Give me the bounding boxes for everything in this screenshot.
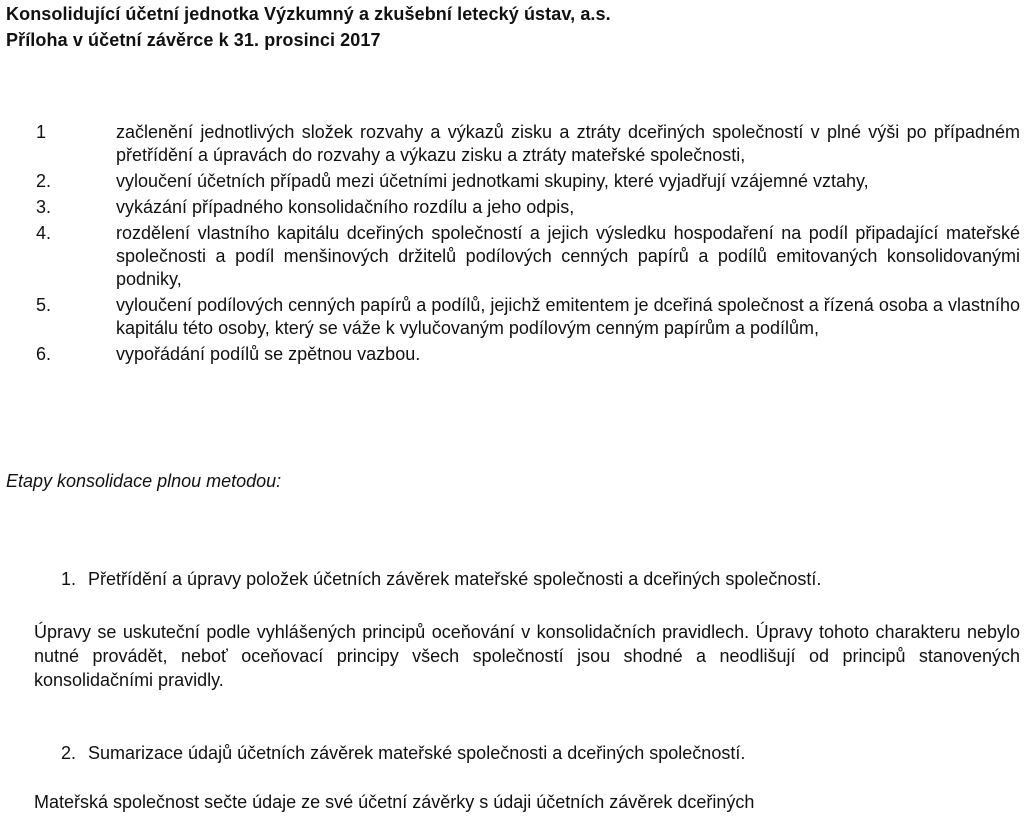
list-item-number: 6. bbox=[36, 344, 52, 364]
list-item-text: vykázání případného konsolidačního rozdílu a jeho odpis, bbox=[116, 197, 575, 217]
step-number: 2. bbox=[61, 743, 77, 763]
paragraph-summation: Mateřská společnost sečte údaje ze své účetní závěrky s údaji účetních závěrek dceřiných bbox=[34, 792, 755, 812]
list-item bbox=[28, 196, 1020, 219]
list-item bbox=[28, 294, 1020, 340]
list-item-number: 4. bbox=[36, 223, 52, 243]
list-item bbox=[28, 121, 1020, 167]
header-report-line: Příloha v účetní závěrce k 31. prosinci 2017 bbox=[6, 30, 381, 50]
list-item-text: vyloučení podílových cenných papírů a podílů, jejichž emitentem je dceřiná společnost a řízená osoba a vlastního kapitálu této osoby, který se váže k vylučovaným podílovým cenným papírům a podílům, bbox=[116, 295, 1020, 338]
consolidation-steps-list bbox=[28, 121, 1020, 369]
step-title: Sumarizace údajů účetních závěrek mateřské společnosti a dceřiných společností. bbox=[88, 743, 746, 763]
step-heading-2 bbox=[61, 742, 745, 765]
list-item-number: 1 bbox=[36, 122, 47, 142]
step-number: 1. bbox=[61, 569, 77, 589]
section-title: Etapy konsolidace plnou metodou: bbox=[6, 471, 282, 491]
list-item-text: začlenění jednotlivých složek rozvahy a výkazů zisku a ztráty dceřiných společností v plné výši po případném přetřídění a úpravách do rozvahy a výkazu zisku a ztráty mateřské společnosti, bbox=[116, 122, 1020, 165]
list-item-number: 2. bbox=[36, 171, 52, 191]
list-item-text: rozdělení vlastního kapitálu dceřiných společností a jejich výsledku hospodaření na podíl připadající mateřské společnosti a podíl menšinových držitelů podílových cenných papírů a podílů emitovaných konsolidovanými podniky, bbox=[116, 223, 1020, 289]
document-header bbox=[6, 1, 611, 53]
list-item bbox=[28, 170, 1020, 193]
paragraph-adjustments: Úpravy se uskuteční podle vyhlášených principů oceňování v konsolidačních pravidlech. Úpravy tohoto charakteru nebylo nutné provádět, neboť oceňovací principy všech společností jsou shodné a neodlišují od principů stanovených konsolidačními pravidly. bbox=[34, 622, 1020, 690]
step-heading-1 bbox=[61, 568, 821, 591]
list-item-text: vypořádání podílů se zpětnou vazbou. bbox=[116, 344, 421, 364]
list-item-number: 5. bbox=[36, 295, 52, 315]
header-entity-line: Konsolidující účetní jednotka Výzkumný a zkušební letecký ústav, a.s. bbox=[6, 4, 611, 24]
list-item bbox=[28, 222, 1020, 291]
list-item-text: vyloučení účetních případů mezi účetními jednotkami skupiny, které vyjadřují vzájemné vztahy, bbox=[116, 171, 869, 191]
list-item-number: 3. bbox=[36, 197, 52, 217]
step-title: Přetřídění a úpravy položek účetních závěrek mateřské společnosti a dceřiných společností. bbox=[88, 569, 822, 589]
list-item bbox=[28, 343, 1020, 366]
